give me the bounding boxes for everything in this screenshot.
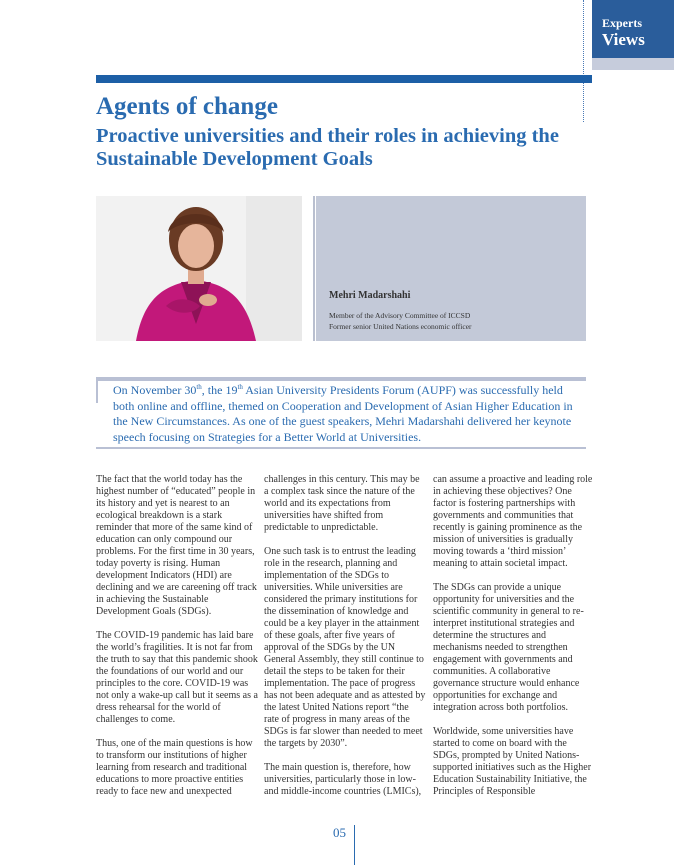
intro-sup1: th	[196, 383, 202, 391]
intro-sup2: th	[237, 383, 243, 391]
body-column-1	[96, 474, 258, 810]
author-name: Mehri Madarshahi	[329, 290, 411, 301]
speaker-photo	[96, 196, 302, 341]
section-tab-line2: Views	[602, 30, 645, 49]
dotted-guide	[583, 0, 584, 122]
intro-rule-bottom	[96, 447, 586, 449]
intro-rule-side	[96, 381, 98, 403]
body-paragraph: The COVID-19 pandemic has laid bare the world’s fragilities. It is not far from the truth to say that this pandemic shook the foundations of our world and our principles to the core. COVID-19 was not only a wake-up call but it seems as a dress rehearsal for the world of challenges to come.	[96, 630, 258, 725]
body-column-2	[264, 474, 426, 810]
body-paragraph: One such task is to entrust the leading role in the research, planning and implementation of the SDGs to universities. While universities are considered the primary institutions for the dissemination of knowledge and could be a key player in the attainment of these goals, after five years of approval of the SDGs by the UN General Assembly, they still continue to detail the steps to be taken for their implementation. The pace of progress has not been adequate and as attested by the latest United Nations report “the rate of progress in many areas of the SDGs is far slower than needed to meet the targets by 2030”.	[264, 546, 426, 749]
intro-paragraph	[113, 383, 583, 445]
header-rule	[96, 75, 592, 83]
photo-divider	[313, 196, 315, 341]
body-paragraph: The SDGs can provide a unique opportunity for universities and the scientific community in general to re-interpret institutional strategies and determine the structures and mechanisms needed to strengthen engagement with governments and communities. A collaborative governance structure would enhance opportunities for exchange and integration across both portfolios.	[433, 582, 584, 713]
section-tab-line1: Experts	[602, 16, 642, 30]
speaker-photo-icon	[96, 196, 302, 341]
intro-part2: , the 19	[201, 383, 238, 397]
body-paragraph: The main question is, therefore, how universities, particularly those in low- and middle-income countries (LMICs),	[264, 762, 422, 797]
author-role-line2: Former senior United Nations economic officer	[329, 322, 472, 331]
body-paragraph: challenges in this century. This may be a complex task since the nature of the world and its expectations from universities have shifted from predictable to unpredictable.	[264, 474, 420, 533]
section-tab	[592, 0, 674, 58]
body-column-3	[433, 474, 595, 810]
page-number-rule	[354, 825, 355, 865]
intro-part1: On November 30	[113, 383, 197, 397]
section-tab-band	[592, 58, 674, 70]
author-role	[329, 310, 472, 332]
author-panel	[316, 196, 586, 341]
body-paragraph: The fact that the world today has the highest number of “educated” people in its history and yet is nearest to an ecological breakdown is a stark reminder that more of the same kind of education can only compound our problems. For the first time in 30 years, today poverty is rising. Human development Indicators (HDI) are declining and we are careening off track in achieving the Sustainable Development Goals (SDGs).	[96, 474, 257, 617]
body-paragraph: Worldwide, some universities have started to come on board with the SDGs, prompted by United Nations-supported initiatives such as the Higher Education Sustainability Initiative, the Principles of Responsible	[433, 726, 592, 797]
page-number: 05	[333, 825, 346, 840]
body-paragraph: can assume a proactive and leading role in achieving these objectives? One factor is fostering partnerships with governments and communities that recently is gaining prominence as the mission of universities is gradually moving towards a ‘third mission’ meaning to attain societal impact.	[433, 474, 593, 569]
article-subtitle: Proactive universities and their roles in achieving the Sustainable Development Goals	[96, 125, 559, 170]
intro-part3: Asian University Presidents Forum (AUPF) was successfully held both online and offline, themed on Cooperation and Development of Asian Higher Education in the New Circumstances. As one of the guest speakers, Mehri Madarshahi delivered her keynote speech focusing on Strategies for a Better World at Universities.	[113, 383, 573, 444]
body-paragraph: Thus, one of the main questions is how to transform our institutions of higher learning from research and traditional educations to more proactive entities ready to face new and unexpected	[96, 738, 253, 797]
intro-rule-top	[96, 377, 586, 381]
author-role-line1: Member of the Advisory Committee of ICCSD	[329, 311, 471, 320]
article-title: Agents of change	[96, 93, 278, 120]
